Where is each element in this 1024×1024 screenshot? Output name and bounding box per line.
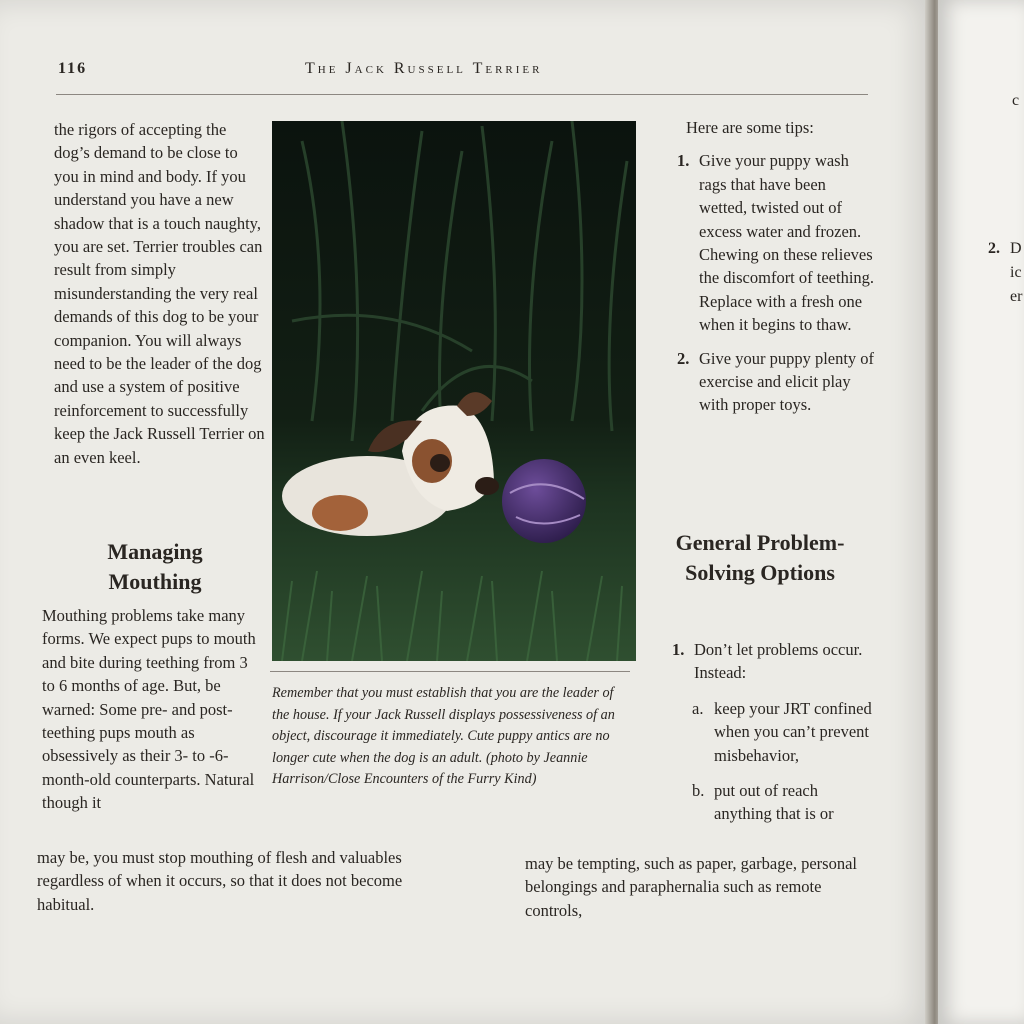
facing-page-list-number: 2. <box>988 240 1000 257</box>
tips-list <box>677 149 877 416</box>
header-rule <box>56 94 868 95</box>
right-column-tips <box>677 116 877 417</box>
body-text: may be, you must stop mouthing of flesh and valuables regardless of when it occurs, so that it does not become habitual. <box>37 848 403 914</box>
facing-page-fragment: c <box>1012 92 1020 109</box>
left-column-para2-continued <box>37 846 419 916</box>
facing-page <box>938 0 1024 1024</box>
running-title: The Jack Russell Terrier <box>305 60 543 77</box>
dog-with-ball-illustration <box>272 121 636 661</box>
facing-page-fragment: er <box>1010 288 1023 305</box>
right-column-continued <box>525 852 870 922</box>
sub-letter: a. <box>692 698 704 718</box>
photo-caption: Remember that you must establish that you are the leader of the house. If your Jack Russell displays possessiveness of an object, discourage it immediately. Cute puppy antics are no longer cute when the dog is an adult. (photo by Jeannie Harrison/Close Encounters of the Furry Kind) <box>272 685 615 788</box>
dog-photo <box>272 121 636 661</box>
section-heading-managing-mouthing: Managing Mouthing <box>107 539 203 594</box>
list-text: Give your puppy plenty of exercise and elicit play with proper toys. <box>699 348 875 415</box>
list-text: Don’t let problems occur. Instead: <box>694 640 863 683</box>
body-text: the rigors of accepting the dog’s demand to be close to you in mind and body. If you understand you have a new shadow that is a touch naughty, you are set. Terrier troubles can result from simply misunderstanding the very real demands of this dog to be your companion. You will always need to be the leader of the dog and use a system of positive reinforcement to successfully keep the Jack Russell Terrier on an even keel. <box>54 120 265 467</box>
tips-intro: Here are some tips: <box>686 118 814 137</box>
page-number: 116 <box>58 60 88 77</box>
list-item <box>672 638 872 685</box>
list-item <box>677 149 877 336</box>
caption-rule <box>270 671 630 672</box>
left-column-para1 <box>54 118 266 469</box>
list-number: 1. <box>672 640 685 659</box>
sub-list-item <box>672 779 872 826</box>
body-text: may be tempting, such as paper, garbage, personal belongings and paraphernalia such as remote controls, <box>525 854 857 920</box>
list-number: 2. <box>677 348 690 368</box>
sub-list-item <box>672 697 872 767</box>
facing-page-fragment: ic <box>1010 264 1022 281</box>
list-number: 1. <box>677 151 690 171</box>
list-text: Give your puppy wash rags that have been wetted, twisted out of excess water and frozen. Chewing on these relieves the discomfort of teething. Replace with a fresh one when it begins to thaw. <box>699 151 875 335</box>
facing-page-fragment: D <box>1010 240 1022 257</box>
sub-letter: b. <box>692 781 705 801</box>
sub-text: keep your JRT confined when you can’t prevent misbehavior, <box>714 698 872 765</box>
sub-text: put out of reach anything that is or <box>714 781 834 824</box>
section-heading-general-problem-solving: General Problem-Solving Options <box>675 530 845 585</box>
left-column-para2 <box>42 604 256 815</box>
body-text: Mouthing problems take many forms. We expect pups to mouth and bite during teething from 3 to 6 months of age. But, be warned: Some pre- and post-teething pups mouth as obsessively as their 3- to -6-month-old counterparts. Natural though it <box>42 606 256 813</box>
options-list <box>672 638 872 826</box>
list-item <box>677 347 877 417</box>
